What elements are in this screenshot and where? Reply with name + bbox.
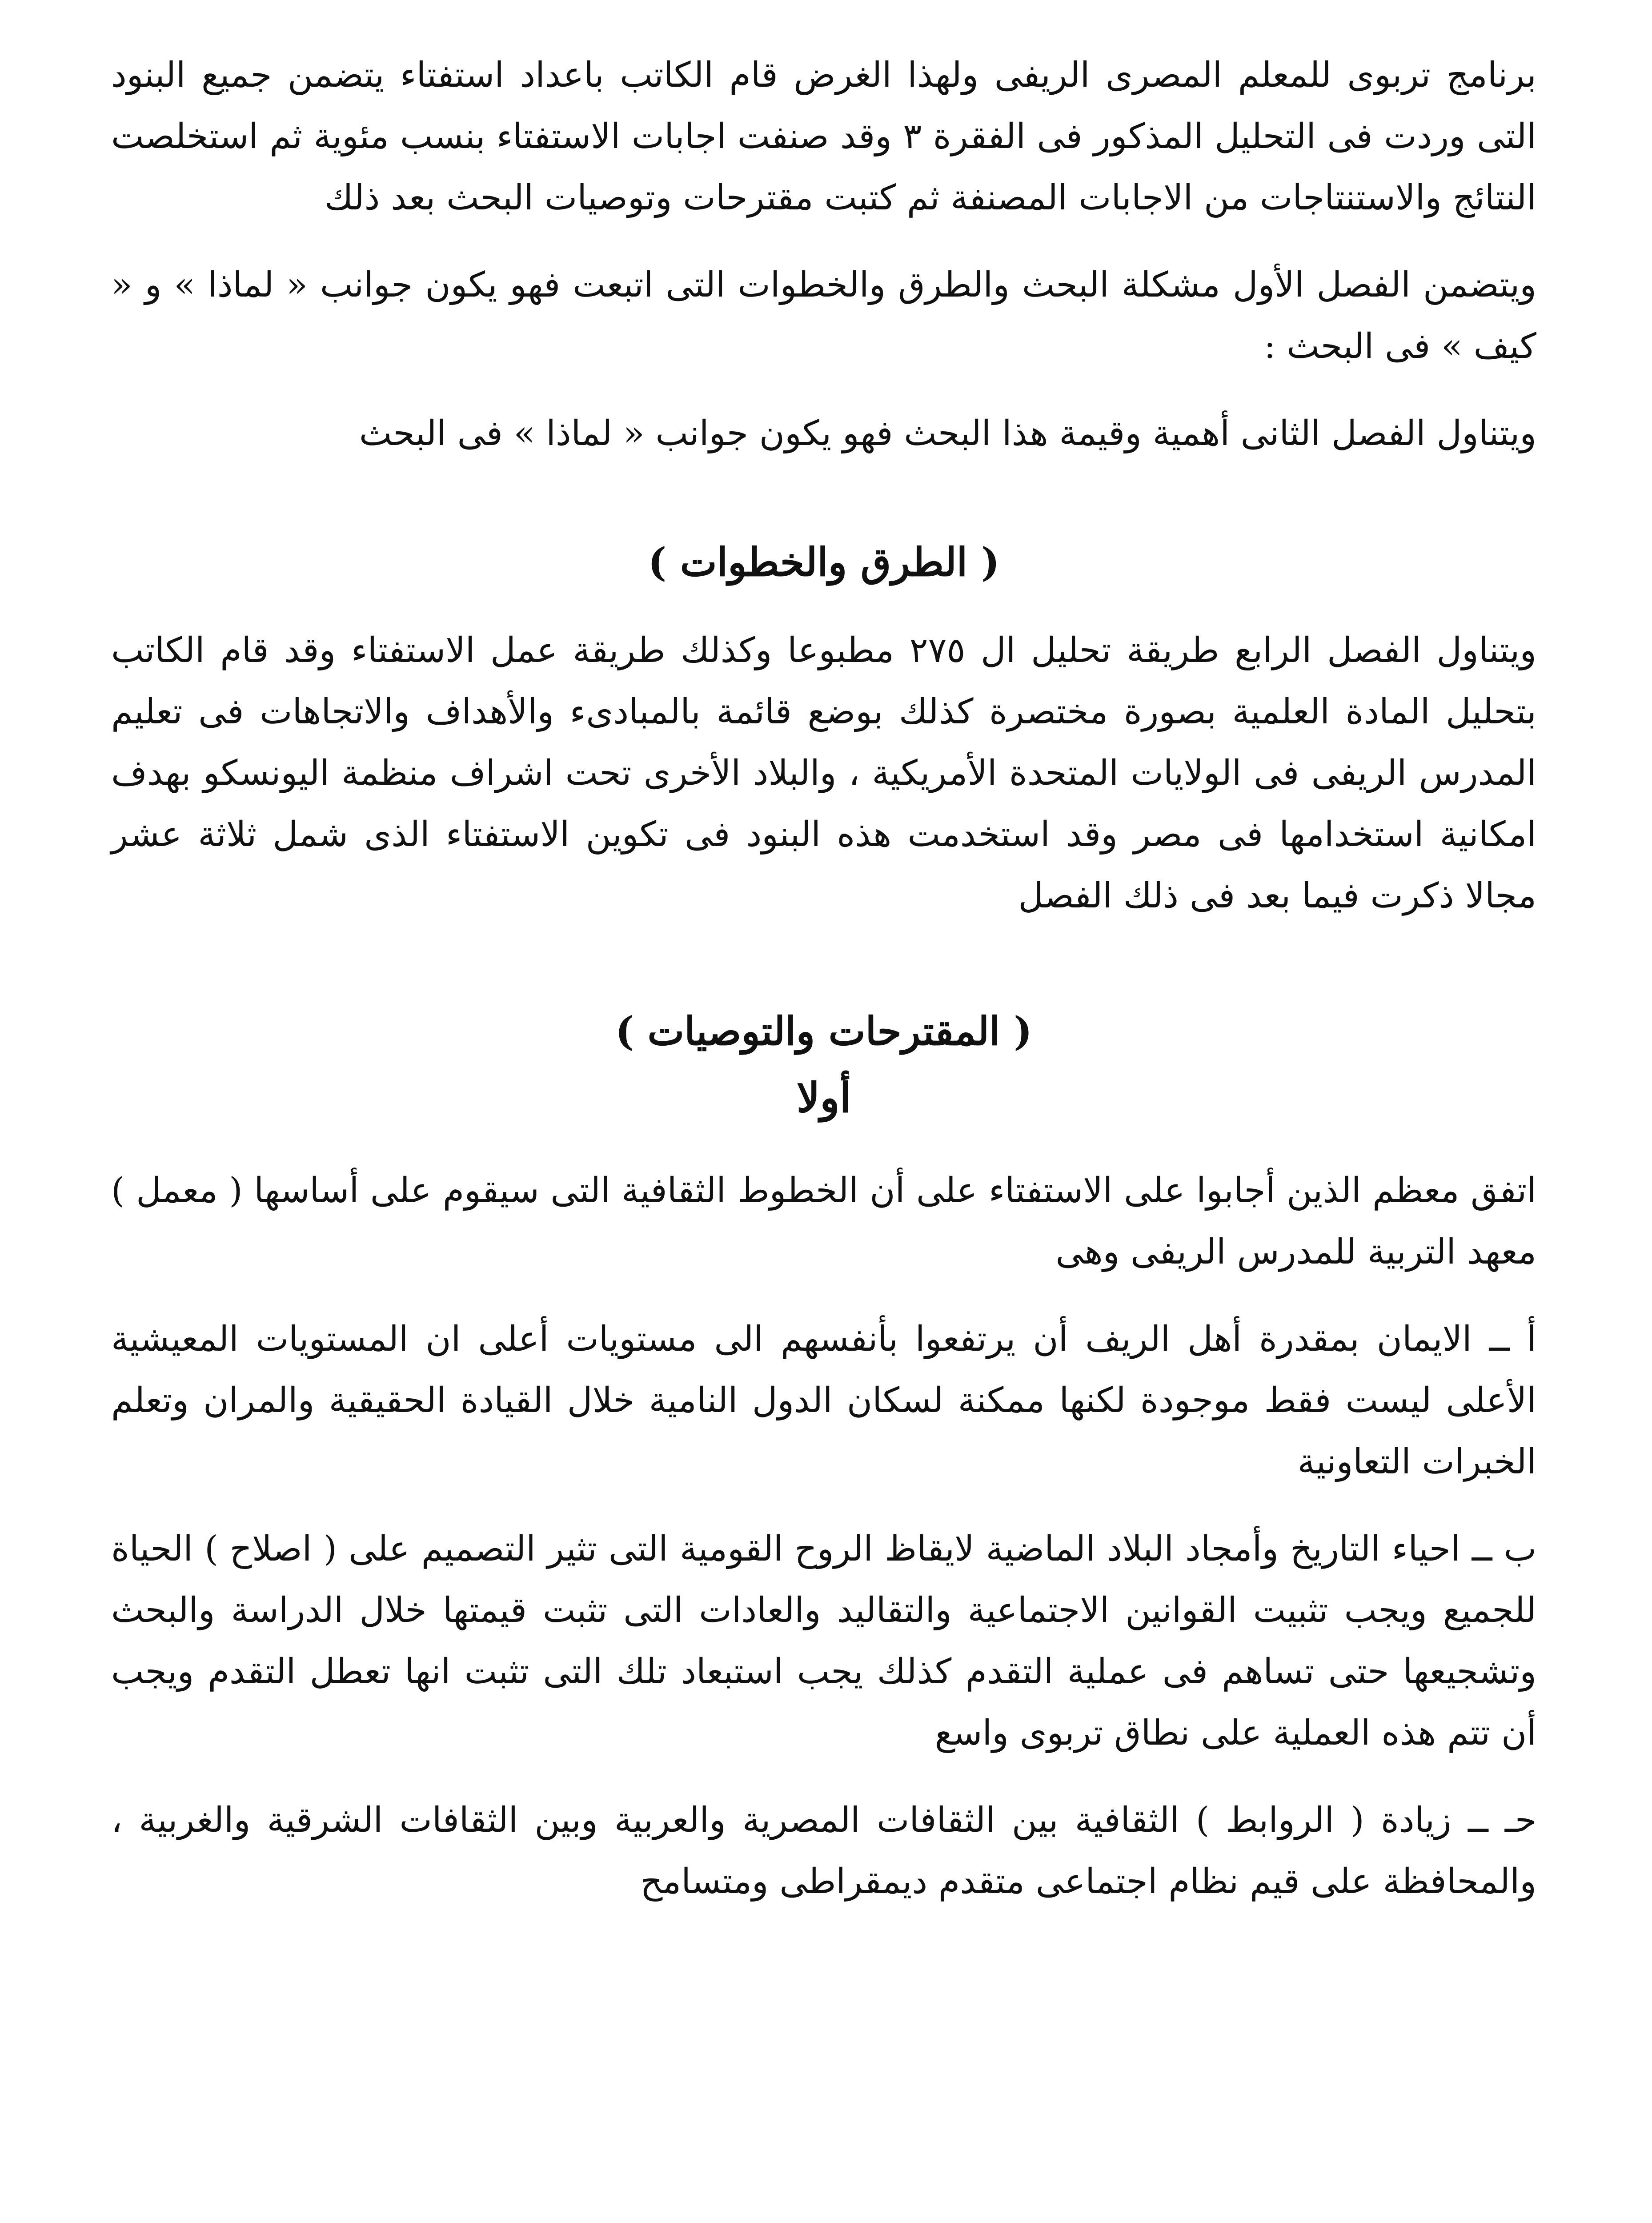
recommendation-item-b: ب ــ احياء التاريخ وأمجاد البلاد الماضية لايقاظ الروح القومية التى تثير التصميم على ( اصلاح ) الحياة للجميع ويجب تثبيت القوانين الاجتماعية والتقاليد والعادات التى تثبت قيمتها خلال الدراسة والبحث وتشجيعها حتى تساهم فى عملية التقدم كذلك يجب استبعاد تلك التى تثبت انها تعطل التقدم ويجب أن تتم هذه العملية على نطاق تربوى واسع bbox=[111, 1529, 1536, 1753]
heading-first: أولا bbox=[796, 1074, 851, 1122]
intro-paragraph-3: ويتناول الفصل الثانى أهمية وقيمة هذا البحث فهو يكون جوانب « لماذا » فى البحث bbox=[359, 413, 1536, 453]
intro-paragraph-1: برنامج تربوى للمعلم المصرى الريفى ولهذا الغرض قام الكاتب باعداد استفتاء يتضمن جميع البنود التى وردت فى التحليل المذكور فى الفقرة ٣ وقد صنفت اجابات الاستفتاء بنسب مئوية ثم استخلصت النتائج والاستنتاجات من الاجابات المصنفة ثم كتبت مقترحات وتوصيات البحث بعد ذلك bbox=[111, 55, 1536, 218]
recommendation-item-c: حـ ــ زيادة ( الروابط ) الثقافية بين الثقافات المصرية والعربية وبين الثقافات الشرقية والغربية ، والمحافظة على قيم نظام اجتماعى متقدم ديمقراطى ومتسامح bbox=[111, 1800, 1536, 1902]
heading-methods: ( الطرق والخطوات ) bbox=[648, 539, 1000, 585]
recommendation-item-a: أ ــ الايمان بمقدرة أهل الريف أن يرتفعوا بأنفسهم الى مستويات أعلى ان المستويات المعيشية الأعلى ليست فقط موجودة لكنها ممكنة لسكان الدول النامية خلال القيادة الحقيقية والمران وتعلم الخبرات التعاونية bbox=[111, 1319, 1536, 1482]
intro-paragraph-2: ويتضمن الفصل الأول مشكلة البحث والطرق والخطوات التى اتبعت فهو يكون جوانب « لماذا » و « كيف » فى البحث : bbox=[111, 265, 1536, 366]
heading-recommendations: ( المقترحات والتوصيات ) bbox=[615, 1008, 1032, 1054]
methods-paragraph: ويتناول الفصل الرابع طريقة تحليل ال ٢٧٥ مطبوعا وكذلك طريقة عمل الاستفتاء وقد قام الكاتب بتحليل المادة العلمية بصورة مختصرة كذلك بوضع قائمة بالمبادىء والأهداف والاتجاهات فى تعليم المدرس الريفى فى الولايات المتحدة الأمريكية ، والبلاد الأخرى تحت اشراف منظمة اليونسكو بهدف امكانية استخدامها فى مصر وقد استخدمت هذه البنود فى تكوين الاستفتاء الذى شمل ثلاثة عشر مجالا ذكرت فيما بعد فى ذلك الفصل bbox=[111, 630, 1536, 916]
recommendation-intro: اتفق معظم الذين أجابوا على الاستفتاء على أن الخطوط الثقافية التى سيقوم على أساسها ( معمل ) معهد التربية للمدرس الريفى وهى bbox=[111, 1171, 1536, 1272]
